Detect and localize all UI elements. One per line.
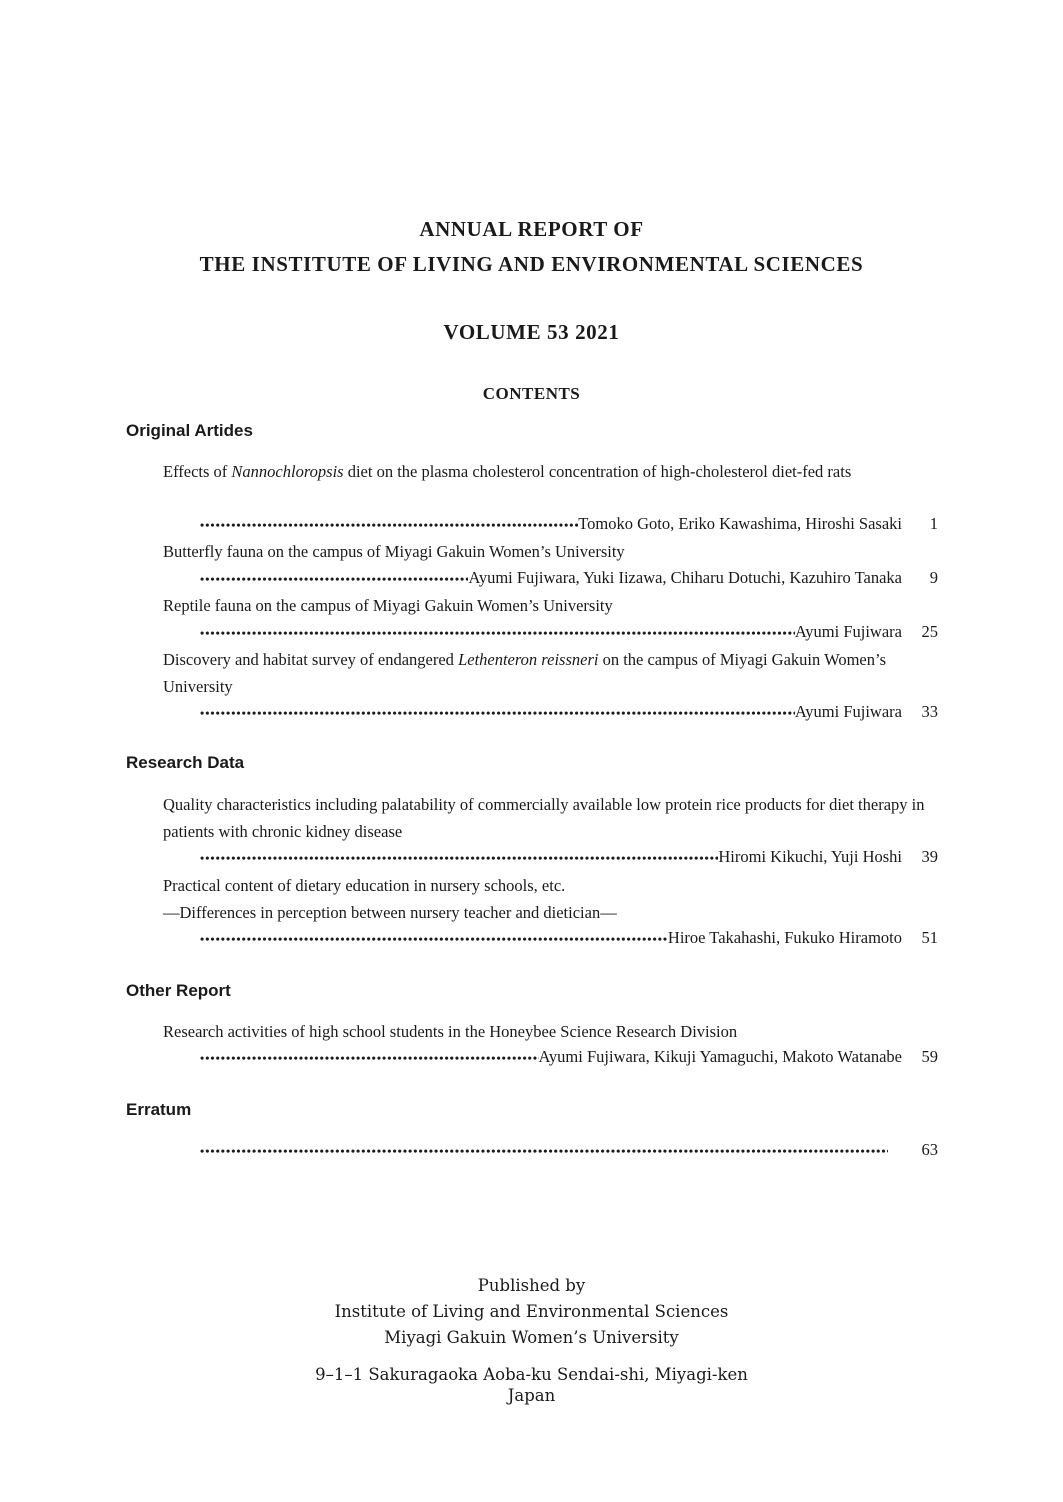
section-heading-original-articles: Original Artides — [126, 421, 253, 440]
leader-dots — [200, 622, 795, 644]
publisher-address: 9–1–1 Sakuragaoka Aoba-ku Sendai-shi, Miyagi-ken — [315, 1365, 748, 1384]
article-title-text: on the campus of Miyagi Gakuin Women’s University — [163, 650, 886, 696]
article-title-italic: Lethenteron reissneri — [458, 650, 599, 669]
article-title[interactable]: Butterfly fauna on the campus of Miyagi Gakuin Women’s University — [163, 542, 625, 561]
leader-dots — [200, 514, 578, 536]
publisher-university: Miyagi Gakuin Women’s University — [384, 1328, 679, 1347]
article-title[interactable] — [163, 646, 938, 700]
article-authors: Tomoko Goto, Eriko Kawashima, Hiroshi Sasaki — [578, 514, 902, 533]
article-authors: Ayumi Fujiwara — [794, 622, 902, 641]
leader-dots — [200, 702, 795, 724]
article-title[interactable]: Reptile fauna on the campus of Miyagi Gakuin Women’s University — [163, 596, 613, 615]
article-title[interactable] — [163, 872, 938, 926]
article-authors: Ayumi Fujiwara — [794, 702, 902, 721]
article-page-number[interactable]: 1 — [929, 514, 938, 533]
article-byline — [200, 513, 938, 535]
article-byline — [200, 846, 938, 868]
article-byline — [200, 567, 938, 589]
article-page-number[interactable]: 33 — [921, 702, 938, 721]
leader-dots — [200, 847, 718, 869]
contents-heading: CONTENTS — [482, 384, 581, 403]
leader-dots — [200, 568, 468, 590]
article-page-number[interactable]: 9 — [929, 568, 938, 587]
article-byline — [200, 1046, 938, 1068]
article-authors: Hiromi Kikuchi, Yuji Hoshi — [718, 847, 902, 866]
article-authors: Ayumi Fujiwara, Yuki Iizawa, Chiharu Dotuchi, Kazuhiro Tanaka — [468, 568, 902, 587]
volume-label: VOLUME 53 2021 — [443, 320, 620, 344]
article-title-text: diet on the plasma cholesterol concentration of high-cholesterol diet-fed rats — [343, 462, 852, 481]
article-page-number[interactable]: 39 — [921, 847, 938, 866]
article-title[interactable] — [163, 458, 938, 485]
article-page-number[interactable]: 25 — [921, 622, 938, 641]
article-title[interactable]: Research activities of high school students in the Honeybee Science Research Division — [163, 1022, 738, 1041]
publisher-institute: Institute of Living and Environmental Sciences — [334, 1302, 729, 1321]
article-page-number[interactable]: 59 — [921, 1047, 938, 1066]
article-byline — [200, 621, 938, 643]
article-title[interactable]: Quality characteristics including palatability of commercially available low protein rice products for diet therapy in patients with chronic kidney disease — [163, 795, 925, 841]
leader-dots — [200, 1047, 539, 1069]
section-heading-erratum: Erratum — [126, 1100, 192, 1119]
section-heading-other-report: Other Report — [126, 981, 231, 1000]
article-byline — [200, 701, 938, 723]
article-title-text: Discovery and habitat survey of endangered — [163, 650, 459, 669]
article-page-number[interactable]: 51 — [921, 928, 938, 947]
article-title-line: Practical content of dietary education in nursery schools, etc. — [163, 876, 566, 895]
article-title-italic: Nannochloropsis — [231, 462, 344, 481]
article-title-text: Effects of — [163, 462, 232, 481]
article-byline — [200, 927, 938, 949]
report-title-line2: THE INSTITUTE OF LIVING AND ENVIRONMENTAL SCIENCES — [199, 252, 864, 276]
leader-dots — [200, 928, 668, 950]
erratum-byline — [200, 1139, 938, 1161]
report-title-line1: ANNUAL REPORT OF — [419, 217, 644, 241]
article-subtitle-line: ―Differences in perception between nursery teacher and dietician― — [163, 903, 617, 922]
article-authors: Ayumi Fujiwara, Kikuji Yamaguchi, Makoto Watanabe — [538, 1047, 902, 1066]
article-authors: Hiroe Takahashi, Fukuko Hiramoto — [667, 928, 902, 947]
publisher-country: Japan — [507, 1386, 556, 1405]
leader-dots — [200, 1140, 888, 1162]
section-heading-research-data: Research Data — [126, 753, 245, 772]
publisher-label: Published by — [477, 1276, 586, 1295]
erratum-page-number[interactable]: 63 — [921, 1140, 938, 1159]
